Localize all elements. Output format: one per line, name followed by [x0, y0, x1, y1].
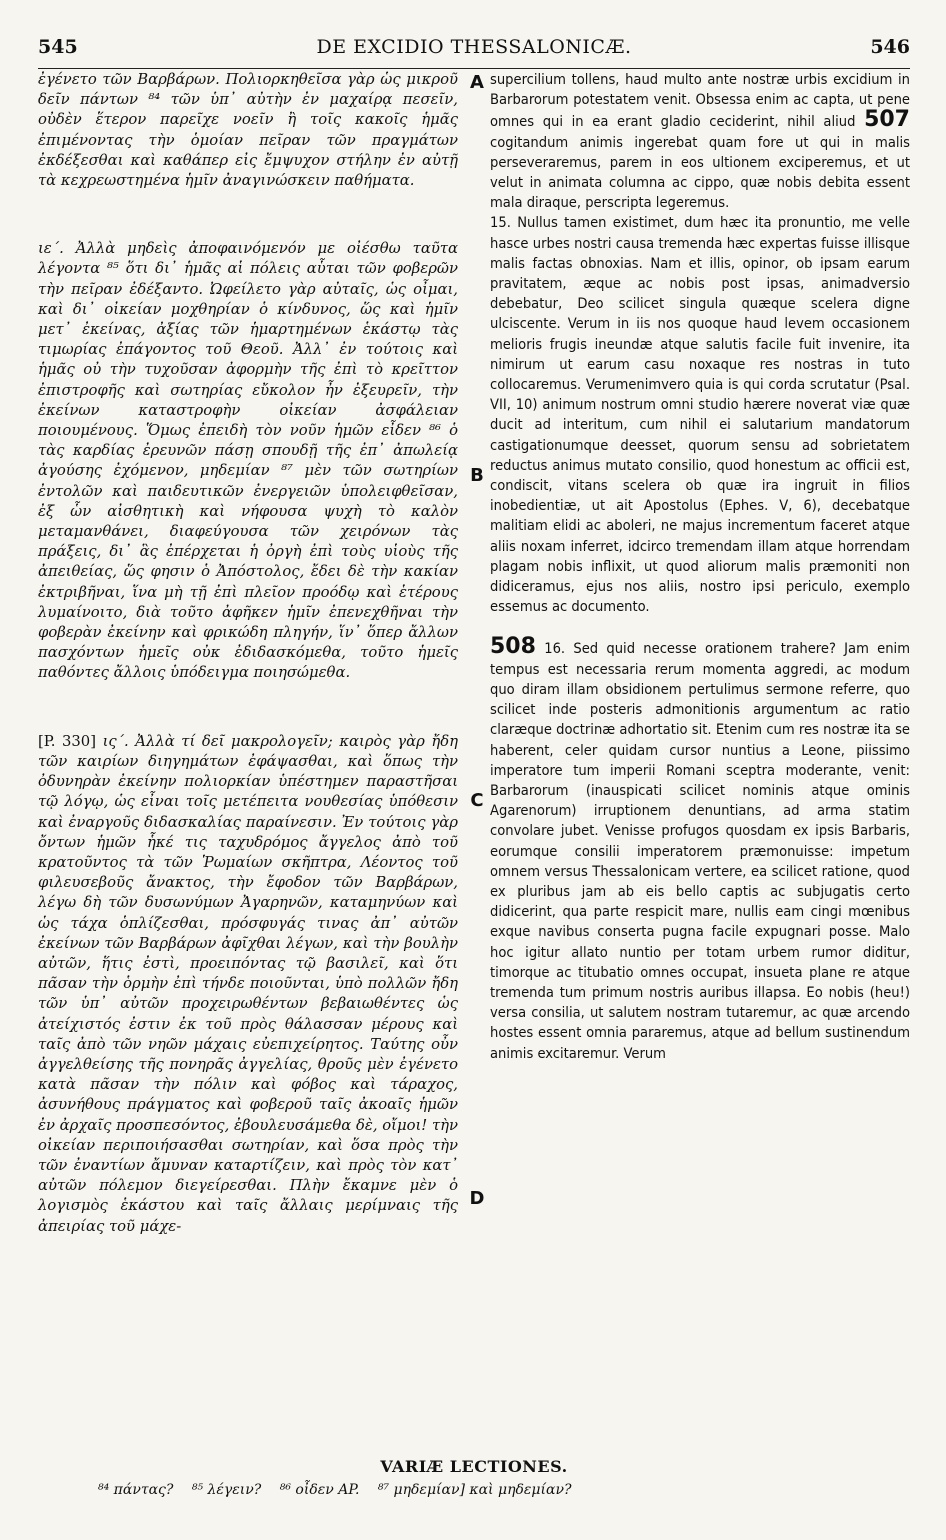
note-86: ⁸⁶ οἶδεν AP.: [279, 1482, 360, 1498]
greek-paragraph-1: ἐγένετο τῶν Βαρβάρων. Πολιορκηθεῖσα γὰρ ὡς μικροῦ δεῖν πάντων ⁸⁴ τῶν ὑπ᾽ αὐτὴν ἐν μαχαίρᾳ πεσεῖν, οὐδὲν ἕτερον παρεῖχε νοεῖν ἢ τοῖς κακοῖς ἡμᾶς ἐπιμένοντας τὴν ὁμοίαν πεῖραν τῶν πραγμάτων ἐκδέξεσθαι καὶ καθάπερ εἰς ἔμψυχον στήλην ἐν αὐτῇ τὰ κεχρεωστημένα ἡμῖν ἀναγινώσκειν παθήματα.: [38, 71, 458, 190]
document-page: [38, 32, 910, 1522]
latin-paragraph-3-text: 16. Sed quid necesse orationem trahere? Jam enim tempus est necessaria rerum momenta aggredi, ac modum quo diram illam obsidionem pertulimus sermone referre, quo scilicet inde posteris admonitionis argumentum ac ratio claræque doctrinæ adhortatio sit. Etenim cum res nostræ ita se haberent, celer quidam cursor nuntius a Leone, piissimo imperatore tum imperii Romani sceptra moderante, venit: Barbarorum (inauspicati scilicet nominis atque ominis Agarenorum) irruptionem denuntians, ad arma statim convolare jubet. Venisse profugos quosdam ex ipsis Barbaris, eorumque consilii imperatorem præmonuisse: impetum omnem versus Thessalonicam vertere, ea scilicet ratione, quod ex pluribus jam ab eis bello captis ac subjugatis certo didicerint, qua parte respicit mare, nullis eam cingi mœnibus exque navibus conserta pugna facile expugnari posse. Malo hoc igitur allato nuntio per totam urbem rumor diditur, timorque ac titubatio omnes occupat, insueta plane re atque tremenda tum primum nostris auribus illapsa. Eo nobis (heu!) versa consilia, ut salutem nostram tutaremur, ac quæ arcendo hostes essent omnia pararemus, atque ad bellum sustinendum animis excitaremur. Verum: [490, 640, 910, 1062]
variant-readings-title: VARIÆ LECTIONES.: [380, 1457, 568, 1476]
variant-readings: [38, 1457, 910, 1498]
greek-paragraph-3: [38, 732, 458, 1237]
margin-letter-b: B: [470, 465, 484, 486]
latin-paragraph-1b: cogitandum animis ingerebat quam fore ut qui in malis perseveraremus, parem in eos ultionem exciperemus, et ut velut in animata columna ac cippo, quæ nobis debita essent mala diraque, perscripta legeremus.: [490, 133, 910, 212]
greek-paragraph-3-text: ις΄. Ἀλλὰ τί δεῖ μακρολογεῖν; καιρὸς γὰρ ἤδη τῶν καιρίων διηγημάτων ἐφάψασθαι, καὶ ὅπως τὴν ὀδυνηρὰν ἐκείνην πολιορκίαν ὑπέστημεν παραστῆσαι τῷ λόγῳ, ὡς εἶναι τοῖς μετέπειτα νουθεσίας ὑπόθεσιν καὶ ἐναργοῦς διδασκαλίας παραίνεσιν. Ἐν τούτοις γὰρ ὄντων ἡμῶν ἧκέ τις ταχυδρόμος ἄγγελος ἀπὸ τοῦ κρατοῦντος τὰ τῶν Ῥωμαίων σκῆπτρα, Λέοντος τοῦ φιλευσεβοῦς ἄνακτος, τὴν ἔφοδον τῶν Βαρβάρων, λέγω δὴ τῶν δυσωνύμων Ἀγαρηνῶν, καταμηνύων καὶ ὡς τάχα ὁπλίζεσθαι, πρόσφυγάς τινας ἀπ᾽ αὐτῶν ἐκείνων τῶν Βαρβάρων ἀφῖχθαι λέγων, καὶ τὴν βουλὴν αὐτῶν, ἥτις ἐστὶ, προειπόντας τῷ βασιλεῖ, καὶ ὅτι πᾶσαν τὴν ὁρμὴν ἐπὶ τήνδε ποιοῦνται, ὑπὸ πολλῶν ἤδη τῶν ὑπ᾽ αὐτῶν προχειρωθέντων βεβαιωθέντες ὡς ἀτείχιστός ἐστιν ἐκ τοῦ πρὸς θάλασσαν μέρους καὶ ταῖς ἀπὸ τῶν νηῶν μάχαις εὐεπιχείρητος. Ταύτης οὖν ἀγγελθείσης τῆς πονηρᾶς ἀγγελίας, θροῦς μὲν ἐγένετο κατὰ πᾶσαν τὴν πόλιν καὶ φόβος καὶ τάραχος, ἀσυνήθους πράγματος καὶ φοβεροῦ ταῖς ἀκοαῖς ἡμῶν ἐν ἀρχαῖς προσπεσόντος, ἐβουλευσάμεθα δὲ, οἴμοι! τὴν οἰκείαν περιποιήσασθαι σωτηρίαν, καὶ ὅσα πρὸς τὴν τῶν ἐναντίων ἄμυναν καταρτίζειν, καὶ πρὸς τὸν κατ᾽ αὐτῶν πόλεμον διεγείρεσθαι. Πλὴν ἔκαμνε μὲν ὁ λογισμὸς ἑκάστου καὶ ταῖς ἄλλαις μερίμναις τῆς ἀπειρίας τοῦ μάχε-: [38, 732, 458, 1235]
margin-letter-d: D: [469, 1188, 485, 1209]
page-reference: [P. 330]: [38, 732, 96, 750]
note-84: ⁸⁴ πάντας?: [98, 1482, 174, 1498]
page-number-left: 545: [38, 36, 78, 58]
latin-paragraph-1a: supercilium tollens, haud multo ante nostræ urbis excidium in Barbarorum potestatem venit. Obsessa enim ac capta, ut pene omnes qui in ea erant gladio ceciderint, nihil aliud: [490, 71, 910, 131]
note-87: ⁸⁷ μηδεμίαν] καὶ μηδεμίαν?: [377, 1482, 572, 1498]
latin-paragraph-2: 15. Nullus tamen existimet, dum hæc ita pronuntio, me velle hasce urbes nostri causa tremenda hæc expertas fuisse illisque malis factas obnoxias. Nam et illis, opinor, ob ipsam earum pravitatem, æque ac nobis post ipsas, animadversio debebatur, Deo scilicet singula quæque scelera digne ulciscente. Verum in iis nos quoque haud levem occasionem melioris frugis ineundæ atque salutis facile fuit invenire, ita nimirum ut earum casu noxaque res nostras in tuto collocaremus. Verumenimvero quia is qui corda scrutatur (Psal. VII, 10) animum nostrum omni studio hærere noverat viæ quæ ducit ad interitum, cum nihil ei salutarium mandatorum castigationumque deesset, quorum sensu ad sobrietatem reductus animus mutato consilio, quod honestum ac officii est, condiscit, vitans scelera ob quæ ira ingruit in filios inobedientiæ, ut ait Apostolus (Ephes. V, 6), decebatque malitiam elidi ac aboleri, ne majus incrementum faceret atque aliis noxam inferret, idcirco tremendam illam atque horrendam plagam nobis inflixit, ut quod aliorum malis præmoniti non didiceramus, ejus nos aliis, nostro ipsi periculo, exemplo essemus ac documento.: [490, 214, 910, 616]
text-columns: [38, 70, 910, 1455]
greek-column: [38, 70, 458, 1455]
latin-paragraph-1: [490, 70, 910, 213]
page-number-right: 546: [870, 36, 910, 58]
latin-column: [490, 70, 910, 1455]
column-number-507: 507: [864, 107, 910, 133]
margin-letters: [466, 70, 488, 1455]
column-number-508: 508: [490, 634, 536, 660]
note-85: ⁸⁵ λέγειν?: [191, 1482, 262, 1498]
margin-letter-a: A: [470, 72, 484, 93]
variant-notes: [38, 1482, 910, 1498]
running-header: [38, 32, 910, 69]
latin-paragraph-3: [490, 634, 910, 1063]
margin-letter-c: C: [470, 790, 484, 811]
greek-paragraph-2: ιε΄. Ἀλλὰ μηδεὶς ἀποφαινόμενόν με οἰέσθω ταῦτα λέγοντα ⁸⁵ ὅτι δι᾽ ἡμᾶς αἱ πόλεις αὗται τῶν φοβερῶν τὴν πεῖραν ἐδέξαντο. Ὠφείλετο γὰρ αὐταῖς, ὡς οἶμαι, καὶ δι᾽ οἰκείαν μοχθηρίαν ὁ κίνδυνος, ὥς καὶ ἡμῖν μετ᾽ ἐκείνας, ἀξίας τῶν ἡμαρτημένων ἑκάστῳ τὰς τιμωρίας ἐπάγοντος τοῦ Θεοῦ. Ἀλλ᾽ ἐν τούτοις καὶ ἡμᾶς οὐ τὴν τυχοῦσαν ἀφορμὴν τῆς ἐπὶ τὸ κρεῖττον ἐπιστροφῆς καὶ σωτηρίας εὔκολον ἦν ἐξευρεῖν, τὴν ἐκείνων καταστροφὴν οἰκείαν ἀσφάλειαν ποιουμένους. Ὅμως ἐπειδὴ τὸν νοῦν ἡμῶν εἶδεν ⁸⁶ ὁ τὰς καρδίας ἐρευνῶν πάσῃ σπουδῇ τῆς ἐπ᾽ ἀπωλείᾳ ἀγούσης ἐχόμενον, μηδεμίαν ⁸⁷ μὲν τῶν σωτηρίων ἐντολῶν καὶ παιδευτικῶν ἐνεργειῶν ὑπολειφθεῖσαν, ἐξ ὧν αἰσθητικὴ καὶ νήφουσα ψυχὴ τὸ καλὸν μεταμανθάνει, διαφεύγουσα τῶν χειρόνων τὰς πράξεις, δι᾽ ἃς ἐπέρχεται ἡ ὀργὴ ἐπὶ τοὺς υἱοὺς τῆς ἀπειθείας, ὥς φησιν ὁ Ἀπόστολος, ἔδει δὲ τὴν κακίαν ἐκτριβῆναι, ἵνα μὴ τῇ ἐπὶ πλεῖον προόδῳ καὶ ἑτέρους λυμαίνοιτο, διὰ τοῦτο ἀφῆκεν ἡμῖν ἐπενεχθῆναι τὴν φοβερὰν ἐκείνην καὶ φρικώδη πληγήν, ἵν᾽ ὅπερ ἄλλων πασχόντων ἡμεῖς οὐκ ἐδιδασκόμεθα, τοῦτο ἡμεῖς παθόντες ἄλλοις ὑπόδειγμα ποιησώμεθα.: [38, 240, 458, 682]
running-title: DE EXCIDIO THESSALONICÆ.: [316, 36, 632, 58]
